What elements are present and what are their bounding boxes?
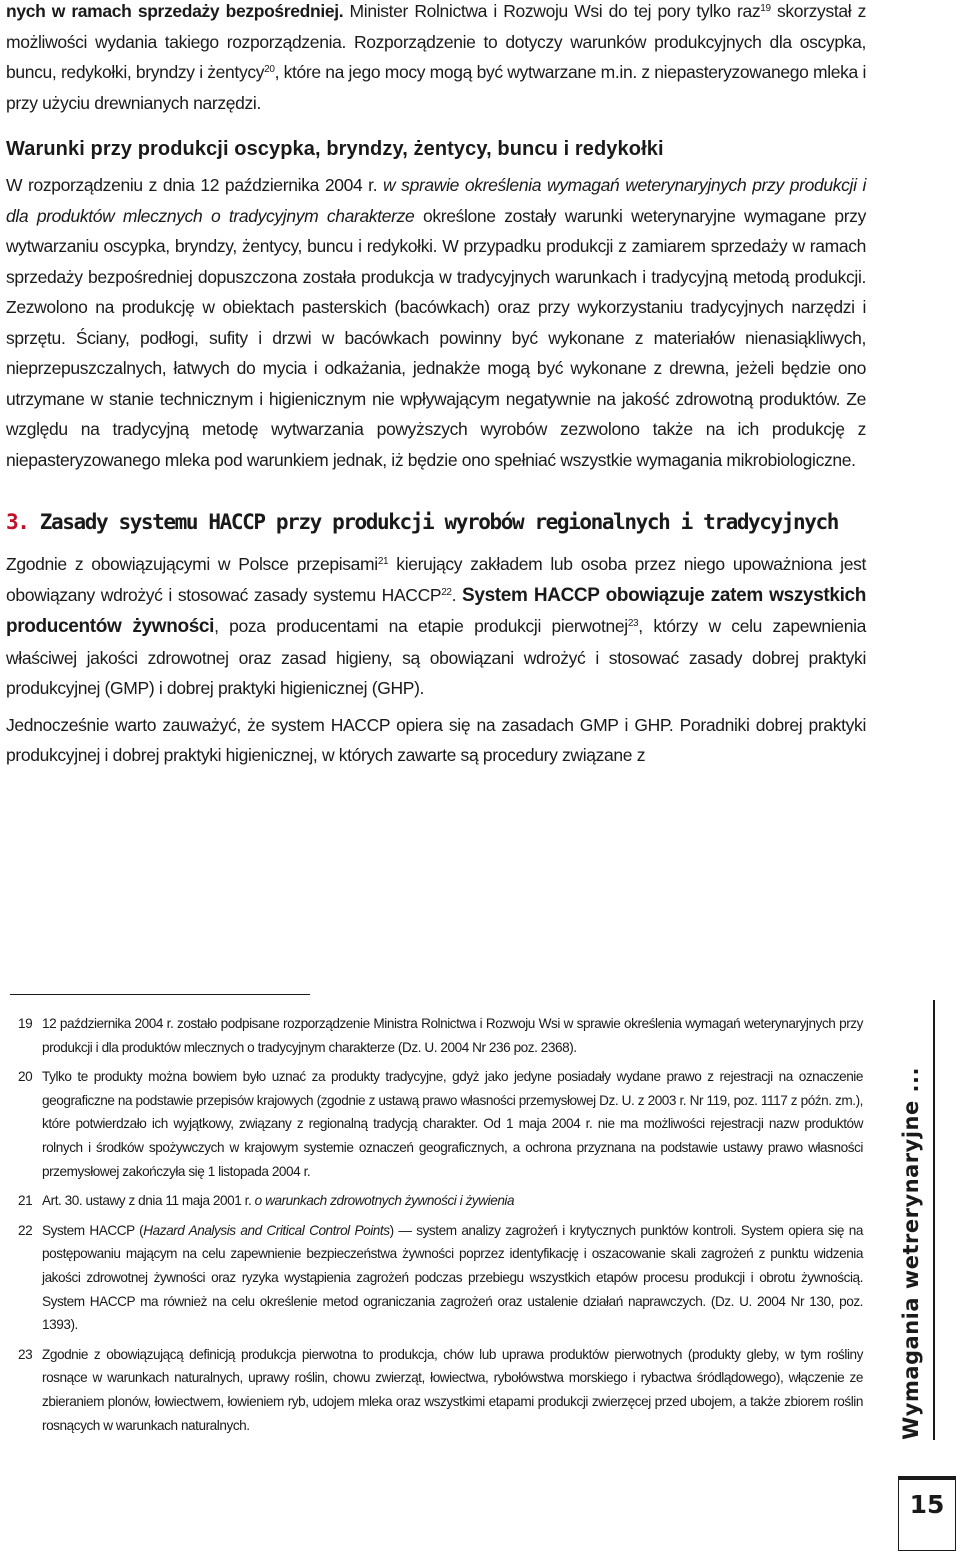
paragraph-text: W rozporządzeniu z dnia 12 października 2004 r. [6,175,384,195]
subheading-conditions: Warunki przy produkcji oscypka, bryndzy, żentycy, buncu i redykołki [6,138,664,160]
paragraph-conditions [6,170,866,475]
footnote-number: 20 [18,1069,33,1085]
footnote-italic: Hazard Analysis and Critical Control Points [143,1222,390,1238]
footnote-21 [18,1189,863,1213]
footnote-italic: o warunkach zdrowotnych żywności i żywienia [254,1193,515,1209]
footnote-text-part: ) — system analizy zagrożeń i krytycznych punktów kontroli. System opiera się na postępowaniu mającym na celu zapewnienie bezpieczeństwa żywności poprzez identyfikację i oszacowanie skali zagrożeń z punktu widzenia jakości zdrowotnej żywności oraz ryzyka wystąpienia zagrożeń podczas przebiegu wszystkich etapów procesu produkcji i obrotu żywnością. System HACCP ma również na celu określenie metod ograniczania zagrożeń oraz ustalenie działań naprawczych. (Dz. U. 2004 Nr 130, poz. 1393). [42,1222,863,1333]
paragraph-text: skorzystał z możliwości wydania takiego rozporządzenia. Rozporządzenie to dotyczy warunków produkcyjnych dla oscypka, buncu, redykołki, bryndzy i żentycy [6,1,867,82]
paragraph-direct-sales [6,0,866,118]
section-number: 3. [6,510,29,534]
footnote-ref-19[interactable]: 19 [760,3,771,14]
regulation-title: w sprawie określenia wymagań weterynaryjnych przy produkcji i dla produktów mlecznych o tradycyjnym charakterze [6,175,866,226]
footnote-text-part: Art. 30. ustawy z dnia 11 maja 2001 r. [42,1193,255,1209]
paragraph-haccp [6,549,866,704]
footnote-number: 22 [18,1222,33,1238]
paragraph-bold-lead: nych w ramach sprzedaży bezpośredniej. [6,1,344,21]
sidebar-running-title [885,1000,955,1440]
page-number-box [898,1476,956,1551]
paragraph-text: Minister Rolnictwa i Rozwoju Wsi do tej pory tylko raz [343,1,761,21]
footnote-number: 19 [18,1016,33,1031]
paragraph-text: , którzy w celu zapewnienia właściwej jakości zdrowotnej oraz zasad higieny, są obowiązani wdrożyć i stosować zasady dobrej praktyki produkcyjnej (GMP) i dobrej praktyki higienicznej (GHP). [6,616,866,698]
section-title: Zasady systemu HACCP przy produkcji wyrobów regionalnych i tradycyjnych [28,510,839,534]
paragraph-text: , poza producentami na etapie produkcji pierwotnej [214,616,628,636]
footnote-ref-20[interactable]: 20 [264,64,275,75]
footnote-number: 23 [18,1346,33,1362]
footnote-19 [18,1012,863,1059]
footnote-text: Tylko te produkty można bowiem było uznać za produkty tradycyjne, gdyż jako jedyne posiadały wydane prawo z rejestracji na oznaczenie geograficzne na podstawie przepisów krajowych (zgodnie z ustawą prawo własności przemysłowej Dz. U. z 2003 r. Nr 119, poz. 1117 z późn. zm.), które potwierdzało ich wyjątkowy, związany z regionalną tradycją charakter. Od 1 maja 2004 r. nie ma możliwości rejestracji nazw produktów rolnych i środków spożywczych w krajowym systemie oznaczeń geograficznych, a ochrona przyznana na podstawie ustawy prawo własności przemysłowej zakończyła się 1 listopada 2004 r. [42,1069,863,1179]
footnote-20 [18,1065,863,1183]
paragraph-text: Zgodnie z obowiązującymi w Polsce przepisami [6,554,378,574]
page-number-bar [899,1476,955,1480]
paragraph-text: , które na jego mocy mogą być wytwarzane m.in. z niepasteryzowanego mleka i przy użyciu drewnianych narzędzi. [6,62,866,113]
footnote-ref-22[interactable]: 22 [441,586,452,598]
paragraph-gmp-ghp: Jednocześnie warto zauważyć, że system HACCP opiera się na zasadach GMP i GHP. Poradniki dobrej praktyki produkcyjnej i dobrej praktyki higienicznej, w których zawarte są procedury związane z [6,714,866,765]
footnote-text: Zgodnie z obowiązującą definicją produkcja pierwotna to produkcja, chów lub uprawa produktów pierwotnych (produkty gleby, w tym rośliny rosnące w warunkach naturalnych, uprawy roślin, chowu zwierząt, łowiectwa, rybołówstwa morskiego i rybactwa śródlądowego), włączenie ze zbieraniem plonów, łowiectwem, łowieniem ryb, udojem mleka oraz wszystkimi etapami produkcji zwierzęcej przed ubojem, a także zbiorem roślin rosnących w warunkach naturalnych. [42,1346,863,1433]
footnote-text: 12 października 2004 r. zostało podpisane rozporządzenie Ministra Rolnictwa i Rozwoju Wsi w sprawie określenia wymagań weterynaryjnych przy produkcji i dla produktów mlecznych o tradycyjnym charakterze (Dz. U. 2004 Nr 236 poz. 2368). [42,1016,863,1055]
running-title [891,1000,931,1440]
footnote-number: 21 [18,1193,33,1209]
paragraph-text: określone zostały warunki weterynaryjne wymagane przy wytwarzaniu oscypka, bryndzy, żentycy, buncu i redykołki. W przypadku produkcji z zamiarem sprzedaży w ramach sprzedaży bezpośredniej dopuszczona została produkcja w tradycyjnych warunkach i tradycyjną metodą produkcji. Zezwolono na produkcję w obiektach pasterskich (bacówkach) oraz przy wykorzystaniu tradycyjnych narzędzi i sprzętu. Ściany, podłogi, sufity i drzwi w bacówkach powinny być wykonane z materiałów nienasiąkliwych, nieprzepuszczalnych, łatwych do mycia i odkażania, jednakże mogą być wykonane z drewna, jeżeli będzie ono utrzymane w stanie technicznym i higienicznym nie wpływającym negatywnie na jakość zdrowotną produktów. Ze względu na tradycyjną metodę wytwarzania powyższych wyrobów zezwolono także na ich produkcję z niepasteryzowanego mleka pod warunkiem jednak, iż będzie ono spełniać wszystkie wymagania mikrobiologiczne. [6,205,866,470]
section-heading-haccp [6,507,866,537]
paragraph-text: kierujący zakładem lub osoba przez niego upoważniona jest obowiązany wdrożyć i stosować zasady systemu HACCP [6,554,867,605]
paragraph-text: . [451,584,463,605]
footnotes [18,1012,863,1443]
footnote-text [42,1219,863,1337]
footnote-text-part: System HACCP ( [42,1222,144,1238]
page-number: 15 [909,1490,945,1519]
footnote-22 [18,1219,863,1337]
running-title-text: Wymagania wetrerynaryjne ... [899,1067,923,1440]
footnote-23 [18,1343,863,1437]
footnote-text [42,1189,863,1213]
footnote-ref-23[interactable]: 23 [627,618,639,629]
page-content [6,0,866,771]
paragraph-bold-statement: System HACCP obowiązuje zatem wszystkich producentów żywności [6,584,867,637]
sidebar-rule [933,1000,935,1440]
footnote-ref-21[interactable]: 21 [377,556,389,567]
footnote-divider [10,994,310,995]
